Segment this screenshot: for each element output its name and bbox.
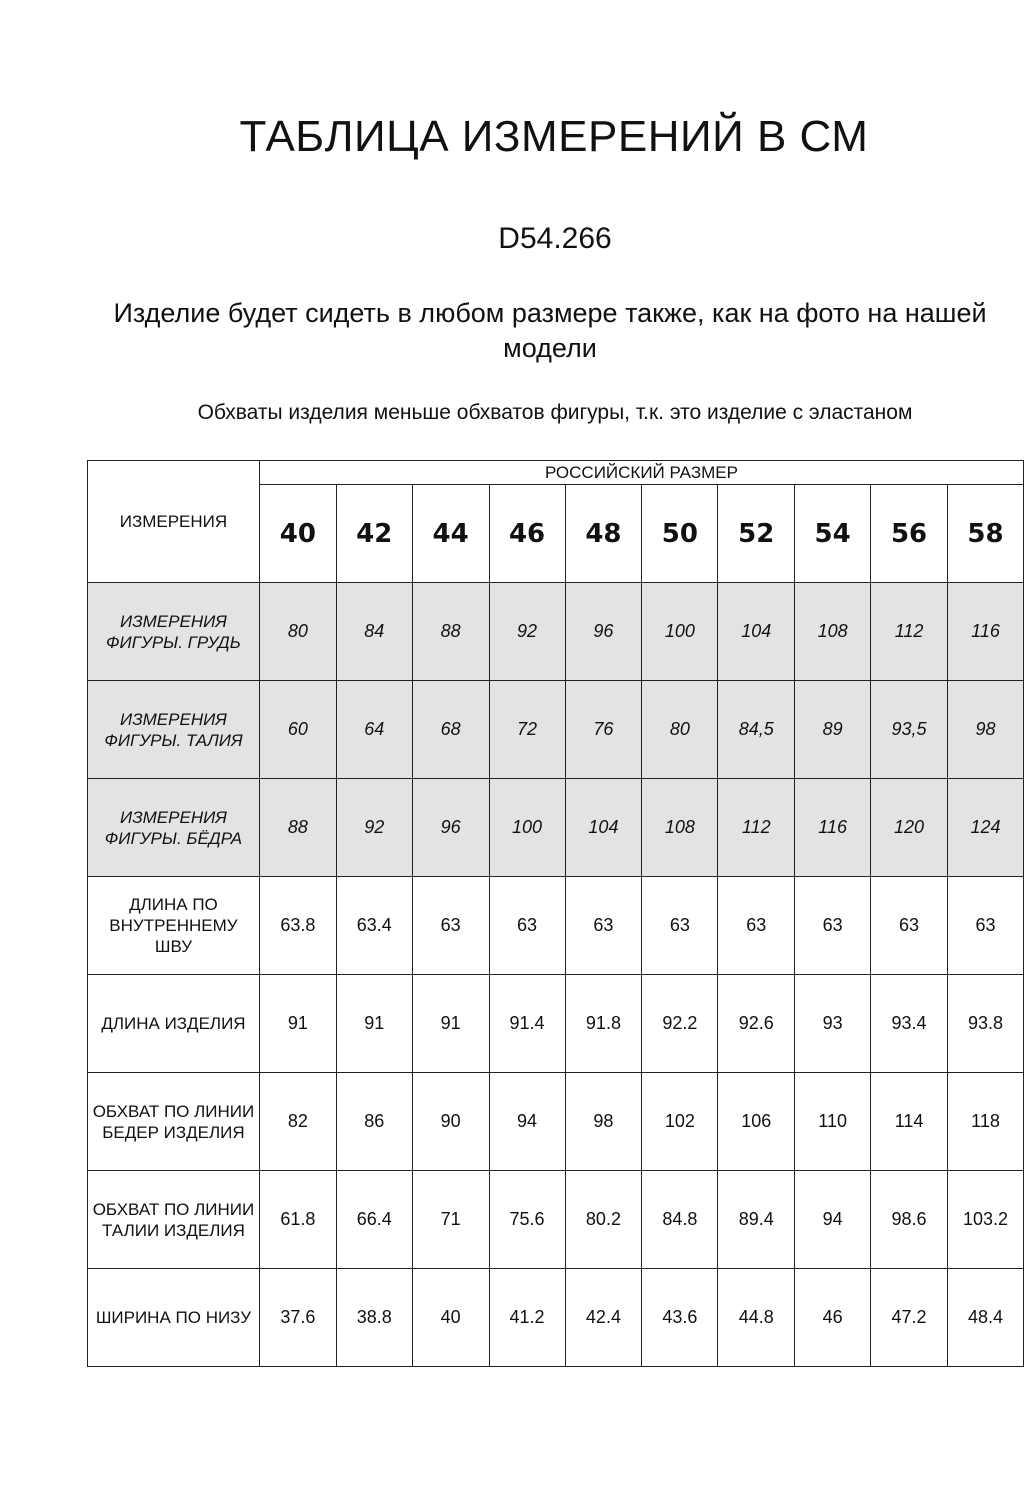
- size-header: 50: [642, 485, 718, 583]
- table-cell: 63: [718, 877, 795, 975]
- table-cell: 93: [795, 975, 871, 1073]
- row-label: ИЗМЕРЕНИЯ ФИГУРЫ. БЁДРА: [88, 779, 260, 877]
- table-cell: 91.4: [489, 975, 565, 1073]
- table-cell: 68: [412, 681, 489, 779]
- table-cell: 63: [642, 877, 718, 975]
- table-cell: 75.6: [489, 1171, 565, 1269]
- table-cell: 96: [565, 583, 642, 681]
- size-header: 40: [259, 485, 336, 583]
- table-row: [88, 779, 1024, 877]
- table-cell: 112: [718, 779, 795, 877]
- table-cell: 84.8: [642, 1171, 718, 1269]
- table-cell: 90: [412, 1073, 489, 1171]
- table-row: [88, 1171, 1024, 1269]
- table-cell: 88: [259, 779, 336, 877]
- table-cell: 84: [336, 583, 412, 681]
- table-cell: 93.8: [947, 975, 1023, 1073]
- size-header: 52: [718, 485, 795, 583]
- table-cell: 103.2: [947, 1171, 1023, 1269]
- table-cell: 72: [489, 681, 565, 779]
- table-cell: 86: [336, 1073, 412, 1171]
- table-cell: 100: [489, 779, 565, 877]
- table-cell: 63: [795, 877, 871, 975]
- table-cell: 43.6: [642, 1269, 718, 1367]
- table-cell: 92.2: [642, 975, 718, 1073]
- size-header: 54: [795, 485, 871, 583]
- table-cell: 92: [489, 583, 565, 681]
- size-header: 58: [947, 485, 1023, 583]
- table-cell: 47.2: [871, 1269, 948, 1367]
- size-header: 44: [412, 485, 489, 583]
- table-cell: 94: [489, 1073, 565, 1171]
- table-cell: 63.4: [336, 877, 412, 975]
- table-cell: 63: [412, 877, 489, 975]
- table-cell: 91.8: [565, 975, 642, 1073]
- product-code: D54.266: [498, 222, 612, 255]
- table-cell: 100: [642, 583, 718, 681]
- table-cell: 76: [565, 681, 642, 779]
- table-header-row: [88, 461, 1024, 485]
- table-cell: 89.4: [718, 1171, 795, 1269]
- table-cell: 60: [259, 681, 336, 779]
- table-cell: 91: [412, 975, 489, 1073]
- table-cell: 71: [412, 1171, 489, 1269]
- size-header: 42: [336, 485, 412, 583]
- table-cell: 44.8: [718, 1269, 795, 1367]
- table-cell: 104: [565, 779, 642, 877]
- table-row: [88, 681, 1024, 779]
- table-cell: 98: [565, 1073, 642, 1171]
- table-cell: 48.4: [947, 1269, 1023, 1367]
- size-header: 46: [489, 485, 565, 583]
- russian-size-header: РОССИЙСКИЙ РАЗМЕР: [259, 461, 1023, 485]
- table-cell: 106: [718, 1073, 795, 1171]
- table-cell: 88: [412, 583, 489, 681]
- table-cell: 96: [412, 779, 489, 877]
- row-label: ИЗМЕРЕНИЯ ФИГУРЫ. ТАЛИЯ: [88, 681, 260, 779]
- table-cell: 120: [871, 779, 948, 877]
- table-row: [88, 877, 1024, 975]
- table-cell: 64: [336, 681, 412, 779]
- table-row: [88, 583, 1024, 681]
- table-cell: 102: [642, 1073, 718, 1171]
- table-cell: 92: [336, 779, 412, 877]
- table-cell: 63: [565, 877, 642, 975]
- table-cell: 98: [947, 681, 1023, 779]
- table-cell: 80: [642, 681, 718, 779]
- table-cell: 63: [489, 877, 565, 975]
- table-cell: 80: [259, 583, 336, 681]
- table-cell: 94: [795, 1171, 871, 1269]
- row-label: ОБХВАТ ПО ЛИНИИ ТАЛИИ ИЗДЕЛИЯ: [88, 1171, 260, 1269]
- table-cell: 98.6: [871, 1171, 948, 1269]
- table-cell: 91: [259, 975, 336, 1073]
- elastane-note: Обхваты изделия меньше обхватов фигуры, т.к. это изделие с эластаном: [197, 401, 913, 424]
- row-label: ИЗМЕРЕНИЯ ФИГУРЫ. ГРУДЬ: [88, 583, 260, 681]
- table-cell: 40: [412, 1269, 489, 1367]
- table-cell: 80.2: [565, 1171, 642, 1269]
- table-cell: 37.6: [259, 1269, 336, 1367]
- table-cell: 63.8: [259, 877, 336, 975]
- table-row: [88, 1073, 1024, 1171]
- table-cell: 63: [871, 877, 948, 975]
- table-cell: 114: [871, 1073, 948, 1171]
- page-title: ТАБЛИЦА ИЗМЕРЕНИЙ В СМ: [239, 112, 869, 161]
- table-row: [88, 975, 1024, 1073]
- table-cell: 63: [947, 877, 1023, 975]
- size-table: [87, 460, 1024, 1367]
- table-cell: 93,5: [871, 681, 948, 779]
- table-cell: 118: [947, 1073, 1023, 1171]
- table-cell: 91: [336, 975, 412, 1073]
- table-cell: 104: [718, 583, 795, 681]
- table-cell: 110: [795, 1073, 871, 1171]
- table-row: [88, 1269, 1024, 1367]
- table-cell: 89: [795, 681, 871, 779]
- row-label: ОБХВАТ ПО ЛИНИИ БЕДЕР ИЗДЕЛИЯ: [88, 1073, 260, 1171]
- table-cell: 41.2: [489, 1269, 565, 1367]
- table-cell: 61.8: [259, 1171, 336, 1269]
- table-cell: 124: [947, 779, 1023, 877]
- row-label: ШИРИНА ПО НИЗУ: [88, 1269, 260, 1367]
- table-cell: 92.6: [718, 975, 795, 1073]
- table-cell: 112: [871, 583, 948, 681]
- table-cell: 93.4: [871, 975, 948, 1073]
- table-cell: 46: [795, 1269, 871, 1367]
- table-cell: 116: [795, 779, 871, 877]
- table-cell: 66.4: [336, 1171, 412, 1269]
- row-label: ДЛИНА ИЗДЕЛИЯ: [88, 975, 260, 1073]
- table-cell: 116: [947, 583, 1023, 681]
- row-label: ДЛИНА ПО ВНУТРЕННЕМУ ШВУ: [88, 877, 260, 975]
- measurements-header: ИЗМЕРЕНИЯ: [88, 461, 260, 583]
- table-cell: 108: [642, 779, 718, 877]
- fit-note: Изделие будет сидеть в любом размере также, как на фото на нашей модели: [113, 298, 987, 363]
- size-header: 56: [871, 485, 948, 583]
- table-cell: 42.4: [565, 1269, 642, 1367]
- size-header: 48: [565, 485, 642, 583]
- table-cell: 108: [795, 583, 871, 681]
- table-cell: 38.8: [336, 1269, 412, 1367]
- table-cell: 84,5: [718, 681, 795, 779]
- table-cell: 82: [259, 1073, 336, 1171]
